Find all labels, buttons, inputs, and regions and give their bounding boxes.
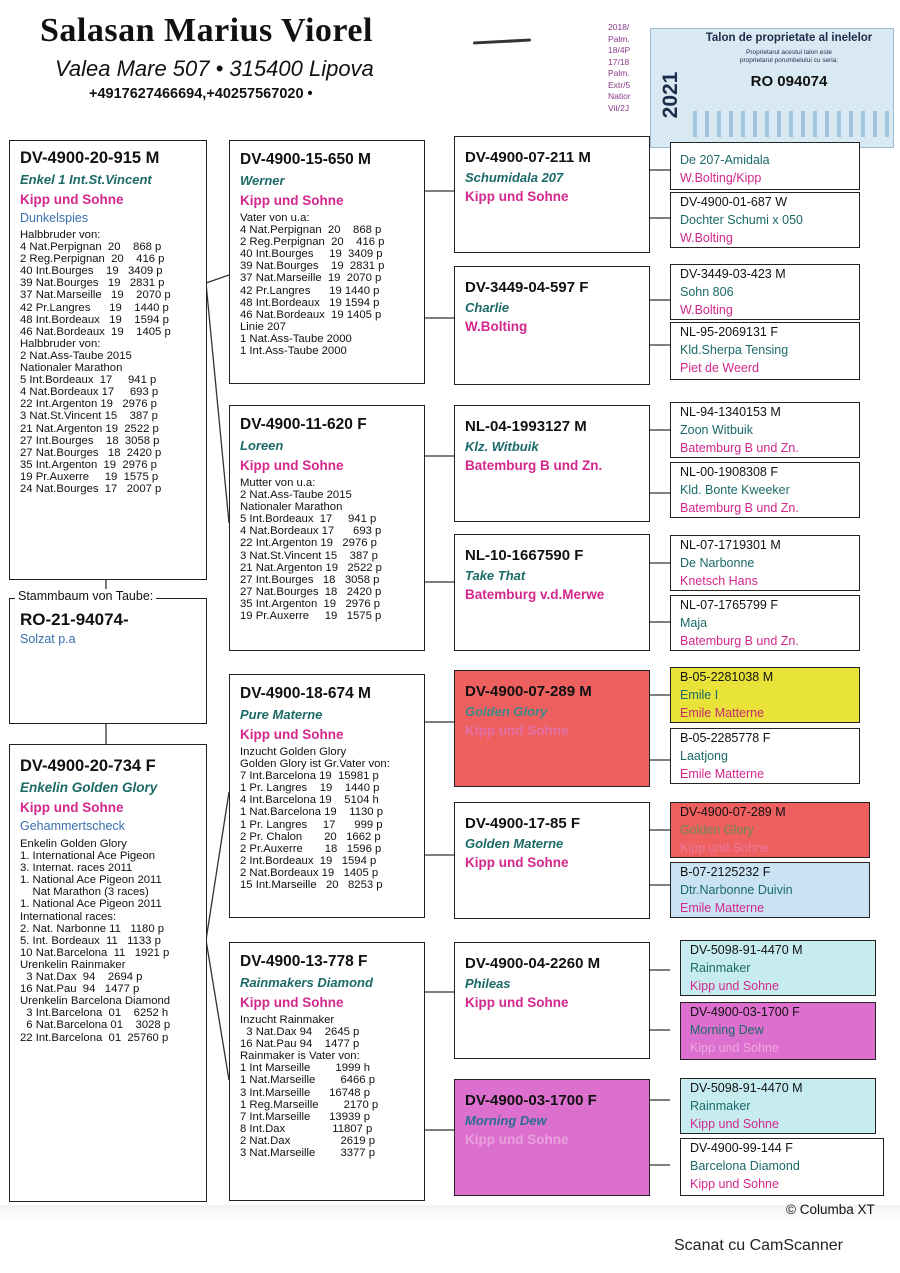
gen3-box-2 [454,266,650,385]
scrap-line: 17/18 [608,56,630,67]
dam-sire-name: Pure Materne [240,707,323,722]
dam-dam-name: Rainmakers Diamond [240,975,373,990]
result-line: 21 Nat.Argenton 19 2522 p [20,422,159,435]
dam-dam-results [240,1014,424,1159]
result-line: 1 Int.Ass-Taube 2000 [240,345,347,358]
result-line: 39 Nat.Bourges 19 2831 p [240,260,385,273]
gen3-ring: DV-3449-04-597 F [465,279,589,296]
gen3-breeder: Kipp und Sohne [465,1132,569,1147]
sticker-year: 2021 [659,71,682,119]
gen4-name: Morning Dew [690,1023,764,1037]
sticker-title: Talon de proprietate al inelelor [705,32,873,44]
result-line: Nationaler Marathon [20,362,123,375]
result-line: Urenkelin Rainmaker [20,958,126,971]
result-line: 37 Nat.Marseille 19 2070 p [240,272,382,285]
result-line: 2 Nat.Ass-Taube 2015 [240,489,352,502]
scrap-line: Vit/2J [608,102,630,113]
dam-box [9,744,207,1202]
result-line: 2 Nat.Dax 2619 p [240,1134,376,1147]
result-line: 1 Nat.Marseille 6466 p [240,1074,376,1087]
gen4-breeder: Emile Matterne [680,706,765,720]
gen4-ring: DV-4900-01-687 W [680,195,788,209]
dam-sire-results [240,746,424,891]
gen4-ring: NL-94-1340153 M [680,405,781,419]
scanner-watermark: Scanat cu CamScanner [674,1237,843,1254]
gen3-breeder: Kipp und Sohne [465,723,569,738]
gen3-name: Take That [465,568,526,583]
sire-dam-box [229,405,425,651]
dam-sire-breeder: Kipp und Sohne [240,727,344,742]
gen3-ring: DV-4900-07-289 M [465,683,592,700]
result-line: 8 Int.Dax 11807 p [240,1122,373,1135]
gen4-box-4 [670,322,860,380]
result-line: 39 Nat.Bourges 19 2831 p [20,277,165,290]
owner-name: Salasan Marius Viorel [40,12,373,49]
result-line: 3 Nat.Dax 94 2645 p [240,1026,360,1039]
gen3-name: Morning Dew [465,1113,547,1128]
dam-sire-ring: DV-4900-18-674 M [240,685,371,702]
gen4-breeder: Emile Matterne [680,901,765,915]
sticker-serial: RO 094074 [750,73,828,90]
gen4-box-8 [670,595,860,651]
gen4-ring: NL-07-1765799 F [680,598,778,612]
gen4-breeder: W.Bolting/Kipp [680,171,762,185]
result-line: 4 Nat.Bordeaux 17 693 p [240,525,382,538]
gen4-box-14 [680,1002,876,1060]
gen4-breeder: Emile Matterne [680,767,765,781]
gen4-breeder: Kipp und Sohne [680,841,769,855]
gen4-ring: DV-4900-99-144 F [690,1141,793,1155]
gen3-ring: DV-4900-17-85 F [465,815,581,832]
gen3-ring: NL-04-1993127 M [465,418,587,435]
result-line: Vater von u.a: [240,212,310,224]
gen4-box-11 [670,802,870,858]
gen3-box-5 [454,670,650,787]
gen4-name: Kld. Bonte Kweeker [680,483,790,497]
owner-address: Valea Mare 507 • 315400 Lipova [55,56,374,81]
gen4-ring: B-07-2125232 F [680,865,771,879]
sire-sire-name: Werner [240,173,285,188]
result-line: Linie 207 [240,320,286,333]
result-line: 4 Nat.Bordeaux 17 693 p [20,386,159,399]
sire-dam-results [240,477,424,622]
subject-color: Solzat p.a [20,632,76,646]
result-line: Urenkelin Barcelona Diamond [20,995,171,1008]
result-line: Enkelin Golden Glory [20,838,127,850]
scrap-line: Palm. [608,33,630,44]
result-line: 2 Reg.Perpignan 20 416 p [240,236,385,249]
result-line: 2. Nat. Narbonne 11 1180 p [20,922,165,935]
dam-breeder: Kipp und Sohne [20,800,124,815]
result-line: 40 Int.Bourges 19 3409 p [20,265,163,278]
gen3-breeder: Batemburg v.d.Merwe [465,587,605,602]
scrap-line: Extr/5 [608,79,631,90]
gen4-box-1 [670,142,860,190]
gen4-breeder: Kipp und Sohne [690,1117,779,1131]
gen4-box-6 [670,462,860,518]
gen4-breeder: Batemburg B und Zn. [680,441,799,455]
gen4-ring: DV-5098-91-4470 M [690,1081,803,1095]
result-line: Nat Marathon (3 races) [20,886,149,899]
result-line: 3 Nat.Dax 94 2694 p [20,971,143,984]
result-line: 24 Nat.Bourges 17 2007 p [20,482,162,495]
gen4-name: Rainmaker [690,961,751,975]
dam-results [20,838,206,1044]
page-edge [0,1205,900,1221]
sire-breeder: Kipp und Sohne [20,192,124,207]
gen4-breeder: W.Bolting [680,231,733,245]
result-line: 42 Pr.Langres 19 1440 p [20,301,169,314]
result-line: 16 Nat.Pau 94 1477 p [20,983,140,996]
result-line: 15 Int.Marseille 20 8253 p [240,879,383,892]
result-line: 46 Nat.Bordeaux 19 1405 p [20,325,171,338]
scrap-line: 2018/ [608,22,630,32]
gen3-breeder: W.Bolting [465,319,528,334]
result-line: 27 Nat.Bourges 18 2420 p [240,585,382,598]
gen4-box-13 [680,940,876,996]
result-line: 1. National Ace Pigeon 2011 [20,874,162,887]
result-line: 1 Pr. Langres 19 1440 p [240,782,380,795]
sire-dam-ring: DV-4900-11-620 F [240,416,367,433]
result-line: 2 Nat.Ass-Taube 2015 [20,349,132,362]
gen4-ring: DV-4900-07-289 M [680,805,786,819]
result-line: Halbbruder von: [20,229,101,241]
result-line: Inzucht Rainmaker [240,1014,335,1026]
gen3-breeder: Kipp und Sohne [465,995,569,1010]
sire-color: Dunkelspies [20,211,89,225]
result-line: 5. Int. Bordeaux 11 1133 p [20,934,161,947]
dam-color: Gehammertscheck [20,819,125,833]
scrap-line: Palm. [608,68,630,78]
gen3-ring: DV-4900-04-2260 M [465,955,601,972]
gen4-name: Dtr.Narbonne Duivin [680,883,793,897]
gen4-ring: DV-5098-91-4470 M [690,943,803,957]
gen4-breeder: Batemburg B und Zn. [680,634,799,648]
owner-phones: +4917627466694,+40257567020 • [89,86,313,102]
result-line: 3 Nat.Marseille 3377 p [240,1147,376,1160]
gen4-box-3 [670,264,860,320]
gen4-breeder: Kipp und Sohne [690,1177,779,1191]
result-line: 22 Int.Barcelona 01 25760 p [20,1031,169,1044]
result-line: 4 Nat.Perpignan 20 868 p [20,241,162,254]
subject-ring: RO-21-94074- [20,610,129,629]
result-line: 3 Int.Barcelona 01 6252 h [20,1007,169,1020]
gen3-ring: DV-4900-07-211 M [465,149,591,166]
gen4-breeder: Kipp und Sohne [690,1041,779,1055]
result-line: 2 Reg.Perpignan 20 416 p [20,253,165,266]
result-line: 1 Nat.Ass-Taube 2000 [240,332,352,345]
result-line: Inzucht Golden Glory [240,746,347,758]
result-line: 27 Nat.Bourges 18 2420 p [20,446,162,459]
sire-box [9,140,207,580]
result-line: 3 Nat.St.Vincent 15 387 p [240,549,378,562]
gen4-name: Golden Glory [680,823,754,837]
result-line: Halbbruder von: [20,337,101,350]
result-line: 3 Int.Marseille 16748 p [240,1086,370,1099]
result-line: 4 Int.Barcelona 19 5104 h [240,794,379,807]
sticker-line2: proprietarul porumbelului cu seria: [739,57,839,64]
gen3-breeder: Batemburg B und Zn. [465,458,603,473]
result-line: 16 Nat.Pau 94 1477 p [240,1038,360,1051]
sire-sire-ring: DV-4900-15-650 M [240,151,371,168]
gen3-name: Charlie [465,300,510,315]
gen3-box-4 [454,534,650,651]
gen4-box-10 [670,728,860,784]
gen4-ring: B-05-2285778 F [680,731,771,745]
result-line: 3 Nat.St.Vincent 15 387 p [20,410,158,423]
scrap-line: 18/4P [608,45,631,55]
result-line: 5 Int.Bordeaux 17 941 p [240,513,377,526]
dam-name: Enkelin Golden Glory [20,780,158,795]
result-line: 2 Nat.Bordeaux 19 1405 p [240,866,379,879]
sire-sire-breeder: Kipp und Sohne [240,193,344,208]
sire-ring: DV-4900-20-915 M [20,149,160,167]
result-line: 4 Nat.Perpignan 20 868 p [240,224,382,237]
gen3-breeder: Kipp und Sohne [465,855,569,870]
sire-dam-breeder: Kipp und Sohne [240,458,344,473]
subject-label: Stammbaum von Taube: [15,589,156,603]
sire-name: Enkel 1 Int.St.Vincent [20,172,152,187]
gen4-breeder: Piet de Weerd [680,361,759,375]
gen4-breeder: Knetsch Hans [680,574,758,588]
result-line: 22 Int.Argenton 19 2976 p [20,398,157,411]
result-line: International races: [20,910,117,923]
result-line: 5 Int.Bordeaux 17 941 p [20,374,157,387]
dam-ring: DV-4900-20-734 F [20,757,156,775]
result-line: 46 Nat.Bordeaux 19 1405 p [240,308,382,321]
scrap-line: Natior [608,91,631,101]
dam-dam-ring: DV-4900-13-778 F [240,953,368,970]
gen4-name: Sohn 806 [680,285,734,299]
result-line: 7 Int.Barcelona 19 15981 p [240,770,379,783]
gen3-breeder: Kipp und Sohne [465,189,569,204]
gen4-box-9 [670,667,860,723]
dam-dam-box [229,942,425,1201]
gen4-name: Rainmaker [690,1099,751,1113]
gen4-box-12 [670,862,870,918]
result-line: 1 Int Marseille 1999 h [240,1062,370,1075]
result-line: 48 Int.Bordeaux 19 1594 p [20,313,169,326]
result-line: 3. Internat. races 2011 [20,862,133,875]
gen4-breeder: Batemburg B und Zn. [680,501,799,515]
gen4-ring: NL-07-1719301 M [680,538,781,552]
gen3-ring: NL-10-1667590 F [465,547,584,564]
gen4-name: De Narbonne [680,556,755,570]
subject-box [9,589,207,724]
result-line: 2 Pr. Chalon 20 1662 p [240,830,381,843]
dam-dam-breeder: Kipp und Sohne [240,995,344,1010]
result-line: 1 Reg.Marseille 2170 p [240,1098,379,1111]
result-line: 37 Nat.Marseille 19 2070 p [20,289,171,302]
gen4-name: Laatjong [680,749,728,763]
result-line: 21 Nat.Argenton 19 2522 p [240,561,382,574]
gen3-name: Golden Glory [465,704,548,719]
result-line: 19 Pr.Auxerre 19 1575 p [20,470,159,483]
result-line: Nationaler Marathon [240,501,343,514]
result-line: 1 Pr. Langres 17 999 p [240,818,383,831]
result-line: 10 Nat.Barcelona 11 1921 p [20,946,170,959]
gen3-name: Phileas [465,976,511,991]
result-line: Mutter von u.a: [240,477,316,489]
sire-sire-box [229,140,425,384]
gen4-name: Barcelona Diamond [690,1159,800,1173]
gen3-box-6 [454,802,650,919]
result-line: 27 Int.Bourges 18 3058 p [20,434,160,447]
gen4-ring: DV-3449-03-423 M [680,267,786,281]
sticker-line1: Proprietarul acestui talon este [746,49,832,56]
sire-sire-results [240,212,424,357]
result-line: 22 Int.Argenton 19 2976 p [240,537,377,550]
result-line: 35 Int.Argenton 19 2976 p [240,597,381,610]
gen3-box-3 [454,405,650,522]
gen4-name: Emile I [680,688,719,702]
result-line: 2 Pr.Auxerre 18 1596 p [240,842,382,855]
gen4-ring: De 207-Amidala [680,153,770,167]
result-line: 1. International Ace Pigeon [20,850,156,863]
dam-sire-box [229,674,425,918]
gen4-box-16 [680,1138,884,1196]
result-line: 35 Int.Argenton 19 2976 p [20,458,157,471]
gen3-name: Schumidala 207 [465,170,564,185]
result-line: Golden Glory ist Gr.Vater von: [240,758,390,771]
result-line: 7 Int.Marseille 13939 p [240,1110,370,1123]
sire-results [20,229,206,495]
gen3-ring: DV-4900-03-1700 F [465,1092,597,1109]
gen4-box-5 [670,402,860,458]
result-line: 6 Nat.Barcelona 01 3028 p [20,1019,171,1032]
result-line: 1 Nat.Barcelona 19 1130 p [240,806,383,819]
gen3-box-8 [454,1079,650,1196]
gen3-name: Klz. Witbuik [465,439,539,454]
gen4-name: Maja [680,616,708,630]
result-line: 40 Int.Bourges 19 3409 p [240,248,383,261]
gen4-name: Dochter Schumi x 050 [680,213,803,227]
result-line: 48 Int.Bordeaux 19 1594 p [240,296,380,309]
result-line: 19 Pr.Auxerre 19 1575 p [240,610,382,623]
gen4-box-2 [670,192,860,248]
gen4-box-7 [670,535,860,591]
gen4-name: Zoon Witbuik [680,423,753,437]
gen3-name: Golden Materne [465,836,564,851]
gen3-box-1 [454,136,650,253]
result-line: 2 Int.Bordeaux 19 1594 p [240,854,377,867]
sire-dam-name: Loreen [240,438,284,453]
gen4-name: Kld.Sherpa Tensing [680,343,789,357]
gen4-ring: NL-00-1908308 F [680,465,778,479]
result-line: 42 Pr.Langres 19 1440 p [240,284,380,297]
gen4-breeder: Kipp und Sohne [690,979,779,993]
gen4-ring: NL-95-2069131 F [680,325,778,339]
gen4-ring: DV-4900-03-1700 F [690,1005,800,1019]
gen4-breeder: W.Bolting [680,303,733,317]
result-line: Rainmaker is Vater von: [240,1050,360,1063]
result-line: 1. National Ace Pigeon 2011 [20,898,162,911]
result-line: 27 Int.Bourges 18 3058 p [240,573,380,586]
software-credit: © Columba XT [786,1202,875,1217]
gen3-box-7 [454,942,650,1059]
gen4-box-15 [680,1078,876,1134]
gen4-ring: B-05-2281038 M [680,670,774,684]
